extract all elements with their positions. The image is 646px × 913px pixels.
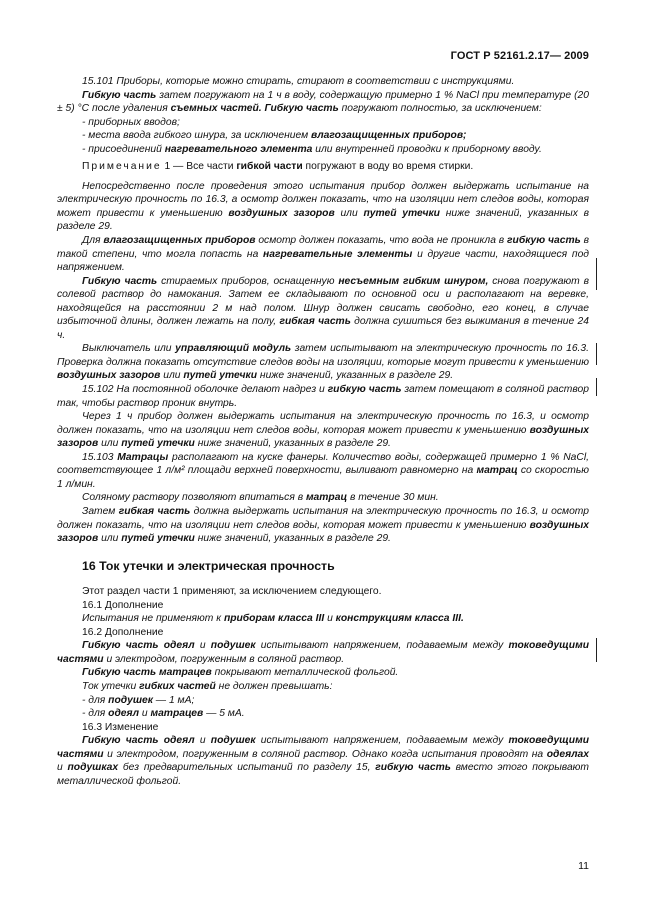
- paragraph: [57, 666, 589, 680]
- text-run: стираемых приборов, оснащенную: [157, 275, 339, 287]
- text-run: затем помещают в соляной раствор так, чтобы раствор проник внутрь.: [57, 384, 589, 409]
- paragraph: [57, 180, 589, 234]
- paragraph: [57, 451, 589, 492]
- text-run: - для: [82, 694, 109, 706]
- text-run: управляющий модуль: [175, 343, 292, 355]
- paragraph: [57, 599, 589, 613]
- text-run: матрац: [476, 465, 518, 477]
- paragraph: [57, 612, 589, 626]
- text-run: - приборных вводов;: [82, 116, 180, 128]
- paragraph: [57, 75, 589, 89]
- text-run: 16.2 Дополнение: [82, 626, 164, 638]
- text-run: Гибкую часть одеял: [82, 640, 195, 652]
- paragraph: [57, 707, 589, 721]
- text-run: одеялах: [546, 748, 589, 760]
- text-run: воздушных зазоров: [57, 424, 589, 450]
- text-run: ниже значений, указанных в разделе 29.: [194, 533, 391, 545]
- text-run: токоведущими частями: [57, 735, 590, 760]
- paragraph: [57, 383, 589, 410]
- section-15-text: [57, 75, 589, 546]
- text-run: и электродом, погруженным в соляной раствор.: [103, 653, 345, 665]
- text-run: Для: [82, 235, 104, 247]
- text-run: - для: [82, 708, 109, 720]
- text-run: гибкая часть: [118, 505, 191, 517]
- text-run: должна выдержать испытания на электрическую прочность по 16.3, и осмотр должен показать, что на изоляции нет следов воды, которая может привести к уменьшению: [57, 505, 589, 531]
- paragraph: [57, 89, 589, 116]
- text-run: в такой степени, что могла попасть на: [57, 235, 590, 260]
- text-run: 16.3 Изменение: [82, 721, 159, 733]
- change-bar: [596, 638, 597, 662]
- text-run: не должен превышать:: [215, 680, 333, 692]
- standard-header: ГОСТ Р 52161.2.17— 2009: [450, 50, 589, 62]
- text-run: со скоростью 1 л/мин.: [57, 465, 590, 490]
- text-run: или: [160, 370, 184, 382]
- text-run: 1 — Все части: [161, 161, 237, 173]
- text-run: или: [98, 438, 122, 450]
- text-run: в течение 30 мин.: [347, 492, 439, 504]
- text-run: испытывают напряжением, подаваемым между: [255, 735, 509, 747]
- text-run: и: [57, 762, 68, 774]
- text-run: Гибкую часть: [82, 89, 157, 101]
- text-run: воздушных зазоров: [57, 370, 161, 382]
- paragraph: [57, 680, 589, 694]
- text-run: погружают в воду во время стирки.: [302, 161, 474, 173]
- text-run: Матрацы: [117, 451, 169, 463]
- section-16-text: [57, 585, 589, 788]
- text-run: затем испытывают на электрическую прочность по 16.3. Проверка должна показать отсутствие следов воды на изоляции, которые могут привести к уменьшению: [57, 343, 589, 368]
- change-bar: [596, 378, 597, 396]
- change-bar: [596, 272, 597, 290]
- paragraph: [57, 342, 589, 383]
- paragraph: [57, 694, 589, 708]
- text-run: погружают полностью, за исключением:: [338, 103, 542, 115]
- text-run: Ток утечки: [82, 680, 140, 692]
- text-run: — 1 мА;: [152, 694, 195, 706]
- text-run: Выключатель или: [82, 343, 176, 355]
- text-run: Примечание: [82, 161, 162, 173]
- text-run: без предварительных испытаний по разделу 15,: [118, 762, 376, 774]
- text-run: испытывают напряжением, подаваемым между: [255, 640, 509, 652]
- text-run: ниже значений, указанных в разделе 29.: [194, 438, 391, 450]
- paragraph: [57, 275, 589, 343]
- text-run: или: [98, 533, 122, 545]
- text-run: гибких частей: [139, 680, 216, 692]
- text-run: нагревательные элементы: [263, 248, 413, 260]
- paragraph: [57, 721, 589, 735]
- text-run: влагозащищенных приборов: [103, 235, 256, 247]
- text-run: Этот раздел части 1 применяют, за исключением следующего.: [82, 586, 382, 598]
- paragraph: [57, 626, 589, 640]
- text-run: и: [194, 735, 211, 747]
- document-body: [57, 75, 589, 788]
- text-run: путей утечки: [121, 533, 195, 545]
- text-run: гибкой части: [236, 161, 303, 173]
- section-heading: 16 Ток утечки и электрическая прочность: [82, 558, 335, 573]
- text-run: и: [194, 640, 211, 652]
- page-number: 11: [578, 860, 589, 872]
- text-run: гибкую часть: [507, 235, 581, 247]
- text-run: матрацев: [150, 708, 204, 720]
- paragraph: [57, 410, 589, 451]
- text-run: снова погружают в солевой раствор до намокания. Затем ее складывают по основной оси и располагают на веревке, находящейся на расстоянии 2 м над полом. Шнур должен свисать свободно, его конец, в случае избыточной длины, должен лежать на полу,: [57, 275, 590, 328]
- paragraph: [57, 491, 589, 505]
- text-run: гибкую часть: [375, 762, 451, 774]
- paragraph: [57, 734, 589, 788]
- paragraph: [57, 585, 589, 599]
- text-run: нагревательного элемента: [164, 143, 313, 155]
- text-run: затем погружают на 1 ч в воду, содержащую примерно 1 % NaCl при температуре (20 ± 5) °С после удаления: [57, 89, 589, 115]
- text-run: или внутренней проводки к приборному вводу.: [312, 143, 542, 155]
- text-run: матрац: [305, 492, 348, 504]
- paragraph: [57, 129, 589, 143]
- text-run: Затем: [82, 505, 119, 517]
- text-run: гибкая часть: [279, 316, 351, 328]
- text-run: несъемным гибким шнуром,: [338, 275, 489, 287]
- text-run: гибкую часть: [327, 384, 402, 396]
- paragraph: [57, 160, 589, 174]
- text-run: ниже значений, указанных в разделе 29.: [257, 370, 454, 382]
- text-run: — 5 мА.: [203, 708, 245, 720]
- text-run: путей утечки: [183, 370, 258, 382]
- text-run: Соляному раствору позволяют впитаться в: [82, 492, 306, 504]
- text-run: Испытания не применяют к: [82, 613, 224, 625]
- text-run: путей утечки: [121, 438, 195, 450]
- text-run: и электродом, погруженным в соляной раствор. Однако когда испытания проводят на: [103, 748, 547, 760]
- text-run: Непосредственно после проведения этого испытания прибор должен выдержать испытание на электрическую прочность по 16.3, а осмотр должен показать, что на изоляции нет следов воды, которая может привести к уменьшению: [57, 180, 589, 219]
- text-run: воздушных зазоров: [228, 207, 335, 219]
- text-run: 16.1 Дополнение: [82, 599, 164, 611]
- text-run: съемных частей. Гибкую часть: [170, 103, 339, 115]
- text-run: Гибкую часть: [82, 275, 158, 287]
- text-run: 15.103: [82, 451, 118, 463]
- text-run: осмотр должен показать, что вода не проникла в: [255, 235, 508, 247]
- text-run: 15.102 На постоянной оболочке делают надрез и: [82, 384, 328, 396]
- text-run: и: [139, 708, 151, 720]
- text-run: приборам класса III: [223, 613, 325, 625]
- paragraph: [57, 234, 589, 275]
- text-run: 15.101 Приборы, которые можно стирать, стирают в соответствии с инструкциями.: [82, 76, 515, 87]
- text-run: должна сушиться без выжимания в течение 24 ч.: [57, 316, 589, 341]
- text-run: вместо этого покрывают металлической фольгой.: [57, 762, 590, 787]
- text-run: покрывают металлической фольгой.: [211, 667, 399, 679]
- text-run: Гибкую часть одеял: [82, 735, 195, 747]
- text-run: Через 1 ч прибор должен выдержать испытания на электрическую прочность по 16.3, и осмотр должен показать, что на изоляции нет следов воды, которая может привести к уменьшению: [57, 411, 589, 436]
- text-run: - места ввода гибкого шнура, за исключением: [82, 130, 312, 142]
- text-run: и: [324, 613, 336, 625]
- text-run: воздушных зазоров: [57, 519, 589, 545]
- change-bar: [596, 343, 597, 365]
- paragraph: [57, 143, 589, 157]
- text-run: располагают на куске фанеры. Количество воды, содержащей примерно 1 % NaCl, соответствующее 1 л/м² площади верхней поверхности, выливают равномерно на: [57, 451, 589, 477]
- text-run: - присоединений: [82, 143, 165, 155]
- text-run: одеял: [108, 708, 140, 720]
- text-run: подушках: [67, 762, 119, 774]
- text-run: подушек: [210, 735, 256, 747]
- text-run: подушек: [210, 640, 256, 652]
- text-run: конструкциям класса III.: [335, 613, 464, 625]
- text-run: токоведущими частями: [57, 640, 590, 665]
- paragraph: [57, 505, 589, 546]
- paragraph: [57, 116, 589, 130]
- text-run: и другие части, находящиеся под напряжением.: [57, 248, 589, 274]
- text-run: или: [334, 207, 364, 219]
- paragraph: [57, 639, 589, 666]
- text-run: влагозащищенных приборов;: [311, 130, 467, 142]
- text-run: Гибкую часть матрацев: [82, 667, 212, 679]
- text-run: ниже значений, указанных в разделе 29.: [57, 207, 590, 233]
- text-run: путей утечки: [363, 207, 440, 219]
- text-run: подушек: [108, 694, 153, 706]
